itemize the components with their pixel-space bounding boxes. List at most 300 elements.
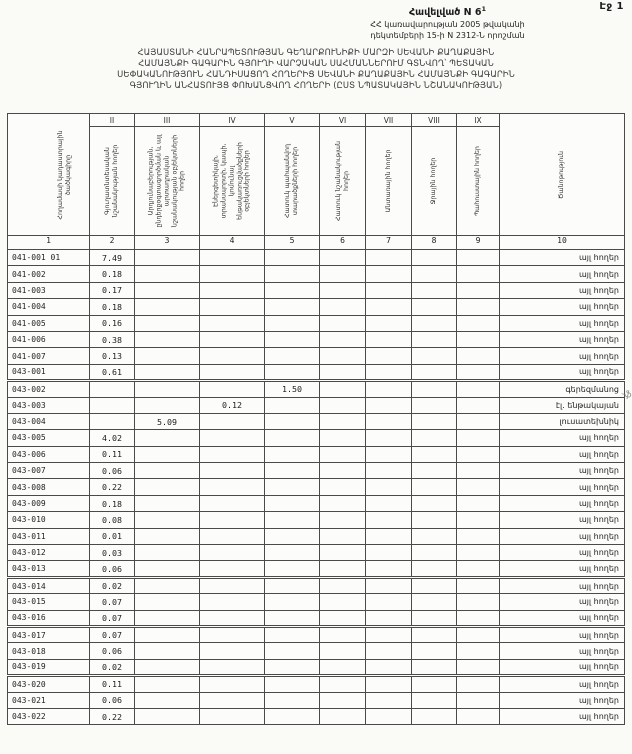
column-roman-numeral: VIII xyxy=(412,114,456,127)
cadastral-code: 043-012 xyxy=(8,545,90,561)
table-row xyxy=(8,659,625,675)
area-value-cell xyxy=(320,626,366,642)
table-row xyxy=(8,495,625,511)
area-value-cell xyxy=(412,315,457,331)
area-value-cell: 0.06 xyxy=(90,692,135,708)
column-number: 4 xyxy=(200,236,265,250)
area-value-cell xyxy=(457,528,500,544)
cadastral-code: 043-004 xyxy=(8,413,90,429)
area-value-cell xyxy=(457,626,500,642)
area-value-cell xyxy=(320,594,366,610)
area-value-cell xyxy=(320,643,366,659)
column-number: 2 xyxy=(90,236,135,250)
area-value-cell xyxy=(320,495,366,511)
table-row xyxy=(8,348,625,364)
note-cell: այլ հողեր xyxy=(500,479,625,495)
area-value-cell xyxy=(265,299,320,315)
area-value-cell xyxy=(90,397,135,413)
area-value-cell xyxy=(135,610,200,626)
area-value-cell xyxy=(265,692,320,708)
area-value-cell xyxy=(320,479,366,495)
area-value-cell xyxy=(200,692,265,708)
area-value-cell xyxy=(135,594,200,610)
area-value-cell xyxy=(366,479,412,495)
title-line-4: ԳՅՈՒՂԻՆ ԱՆՀԱՏՈՒՅՑ ՓՈԽԱՆՑՎՈՂ ՀՈՂԵՐԻ (ԸՍՏ ՆՊԱՏԱԿԱՅԻՆ ՆՇԱՆԱԿՈՒԹՅԱՆ) xyxy=(129,80,503,91)
area-value-cell: 0.07 xyxy=(90,626,135,642)
cadastral-code: 043-002 xyxy=(8,381,90,397)
note-cell: այլ հողեր xyxy=(500,561,625,577)
appendix-superscript: 1 xyxy=(481,5,487,13)
area-value-cell xyxy=(320,512,366,528)
note-cell: այլ հողեր xyxy=(500,430,625,446)
cadastral-code: 043-018 xyxy=(8,643,90,659)
area-value-cell xyxy=(412,692,457,708)
column-number: 9 xyxy=(457,236,500,250)
column-number: 8 xyxy=(412,236,457,250)
column-number: 5 xyxy=(265,236,320,250)
area-value-cell xyxy=(457,430,500,446)
area-value-cell xyxy=(366,528,412,544)
area-value-cell xyxy=(320,659,366,675)
area-value-cell: 0.18 xyxy=(90,266,135,282)
area-value-cell xyxy=(200,381,265,397)
area-value-cell: 0.38 xyxy=(90,331,135,347)
area-value-cell xyxy=(320,676,366,692)
area-value-cell: 0.22 xyxy=(90,708,135,724)
table-row xyxy=(8,692,625,708)
area-value-cell xyxy=(200,708,265,724)
cadastral-code: 043-014 xyxy=(8,577,90,593)
area-value-cell: 0.61 xyxy=(90,364,135,380)
area-value-cell xyxy=(457,413,500,429)
area-value-cell xyxy=(200,528,265,544)
area-value-cell xyxy=(366,430,412,446)
area-value-cell xyxy=(412,528,457,544)
area-value-cell xyxy=(457,381,500,397)
area-value-cell xyxy=(265,545,320,561)
area-value-cell xyxy=(200,266,265,282)
area-value-cell xyxy=(135,512,200,528)
area-value-cell xyxy=(412,512,457,528)
area-value-cell xyxy=(200,446,265,462)
area-value-cell: 5.09 xyxy=(135,413,200,429)
cadastral-code: 043-021 xyxy=(8,692,90,708)
area-value-cell xyxy=(412,430,457,446)
area-value-cell xyxy=(135,626,200,642)
table-row xyxy=(8,594,625,610)
column-title-rotated: Հողամասի կադաստրային ծածկագիրը xyxy=(56,129,72,220)
cadastral-code: 043-001 xyxy=(8,364,90,380)
table-row xyxy=(8,577,625,593)
area-value-cell xyxy=(320,430,366,446)
area-value-cell xyxy=(265,446,320,462)
cadastral-code: 043-020 xyxy=(8,676,90,692)
column-title-rotated: Անտառային հողեր xyxy=(384,149,392,213)
area-value-cell xyxy=(265,626,320,642)
area-value-cell xyxy=(265,315,320,331)
area-value-cell xyxy=(90,381,135,397)
document-title xyxy=(24,47,608,91)
area-value-cell xyxy=(265,364,320,380)
note-cell: այլ հողեր xyxy=(500,512,625,528)
area-value-cell xyxy=(457,594,500,610)
area-value-cell: 0.06 xyxy=(90,463,135,479)
table-row xyxy=(8,610,625,626)
cadastral-code: 043-003 xyxy=(8,397,90,413)
area-value-cell xyxy=(200,364,265,380)
area-value-cell xyxy=(412,479,457,495)
area-value-cell xyxy=(320,463,366,479)
area-value-cell xyxy=(200,643,265,659)
area-value-cell xyxy=(412,397,457,413)
area-value-cell xyxy=(265,331,320,347)
table-row xyxy=(8,463,625,479)
area-value-cell xyxy=(200,250,265,266)
area-value-cell xyxy=(320,692,366,708)
cadastral-code: 043-005 xyxy=(8,430,90,446)
table-row xyxy=(8,512,625,528)
area-value-cell xyxy=(457,577,500,593)
area-value-cell xyxy=(366,577,412,593)
area-value-cell xyxy=(265,643,320,659)
area-value-cell xyxy=(412,299,457,315)
area-value-cell xyxy=(200,545,265,561)
area-value-cell xyxy=(320,282,366,298)
area-value-cell xyxy=(135,463,200,479)
area-value-cell xyxy=(320,561,366,577)
area-value-cell xyxy=(200,299,265,315)
area-value-cell xyxy=(366,692,412,708)
area-value-cell xyxy=(135,545,200,561)
note-cell: այլ հողեր xyxy=(500,348,625,364)
area-value-cell xyxy=(412,331,457,347)
area-value-cell xyxy=(135,266,200,282)
area-value-cell xyxy=(320,331,366,347)
table-row xyxy=(8,446,625,462)
area-value-cell xyxy=(457,397,500,413)
area-value-cell xyxy=(412,594,457,610)
column-roman-numeral: V xyxy=(265,114,319,127)
cadastral-code: 043-015 xyxy=(8,594,90,610)
cadastral-code: 043-009 xyxy=(8,495,90,511)
area-value-cell xyxy=(366,594,412,610)
area-value-cell xyxy=(412,348,457,364)
area-value-cell xyxy=(265,250,320,266)
area-value-cell: 0.02 xyxy=(90,577,135,593)
table-row xyxy=(8,299,625,315)
area-value-cell xyxy=(457,266,500,282)
column-header xyxy=(8,114,90,236)
area-value-cell: 0.11 xyxy=(90,446,135,462)
appendix-title-text: Հավելված N 6 xyxy=(408,7,482,19)
cadastral-code: 043-013 xyxy=(8,561,90,577)
table-row xyxy=(8,528,625,544)
area-value-cell xyxy=(200,495,265,511)
column-roman-numeral: VI xyxy=(320,114,365,127)
area-value-cell xyxy=(366,626,412,642)
column-number: 3 xyxy=(135,236,200,250)
area-value-cell xyxy=(200,512,265,528)
note-cell: այլ հողեր xyxy=(500,315,625,331)
area-value-cell xyxy=(265,282,320,298)
table-row xyxy=(8,545,625,561)
note-cell: այլ հողեր xyxy=(500,331,625,347)
note-cell: այլ հողեր xyxy=(500,708,625,724)
appendix-block xyxy=(330,5,565,42)
area-value-cell xyxy=(457,545,500,561)
area-value-cell xyxy=(135,364,200,380)
page-number: Էջ 1 xyxy=(599,1,624,12)
area-value-cell xyxy=(265,495,320,511)
area-value-cell xyxy=(366,463,412,479)
area-value-cell xyxy=(135,577,200,593)
area-value-cell xyxy=(457,348,500,364)
area-value-cell xyxy=(200,348,265,364)
area-value-cell xyxy=(135,397,200,413)
area-value-cell xyxy=(265,528,320,544)
note-cell: այլ հողեր xyxy=(500,446,625,462)
column-title-rotated: Պահուստային հողեր xyxy=(474,146,482,216)
area-value-cell xyxy=(320,348,366,364)
cadastral-code: 041-001 01 xyxy=(8,250,90,266)
area-value-cell: 0.22 xyxy=(90,479,135,495)
note-cell: այլ հողեր xyxy=(500,250,625,266)
land-table xyxy=(7,113,625,725)
area-value-cell xyxy=(200,676,265,692)
area-value-cell xyxy=(366,561,412,577)
table-row xyxy=(8,676,625,692)
cadastral-code: 043-008 xyxy=(8,479,90,495)
column-title-rotated: Հատուկ պահպանվող տարածքների հողեր xyxy=(284,144,299,218)
area-value-cell xyxy=(135,315,200,331)
area-value-cell xyxy=(135,282,200,298)
area-value-cell xyxy=(366,364,412,380)
area-value-cell xyxy=(265,676,320,692)
column-header xyxy=(90,114,135,236)
area-value-cell: 0.07 xyxy=(90,594,135,610)
table-row xyxy=(8,708,625,724)
note-cell: այլ հողեր xyxy=(500,577,625,593)
area-value-cell xyxy=(366,381,412,397)
note-cell: այլ հողեր xyxy=(500,692,625,708)
area-value-cell xyxy=(457,315,500,331)
table-row xyxy=(8,479,625,495)
table-row xyxy=(8,430,625,446)
area-value-cell xyxy=(265,577,320,593)
area-value-cell xyxy=(366,282,412,298)
area-value-cell xyxy=(200,430,265,446)
area-value-cell: 0.13 xyxy=(90,348,135,364)
note-cell: այլ հողեր xyxy=(500,676,625,692)
area-value-cell: 0.01 xyxy=(90,528,135,544)
area-value-cell xyxy=(366,446,412,462)
area-value-cell xyxy=(366,331,412,347)
note-cell: լուսատեխնիկ xyxy=(500,413,625,429)
column-title-rotated: Արդյունաբերության, ընդերքօգտագործման և այլ արտադրական նշանակության օբյեկտների հողեր xyxy=(147,134,186,228)
note-cell: գերեզմանոց xyxy=(500,381,625,397)
cadastral-code: 043-019 xyxy=(8,659,90,675)
cadastral-code: 043-011 xyxy=(8,528,90,544)
area-value-cell xyxy=(320,708,366,724)
area-value-cell xyxy=(200,413,265,429)
area-value-cell: 0.06 xyxy=(90,561,135,577)
area-value-cell xyxy=(135,250,200,266)
area-value-cell xyxy=(320,364,366,380)
area-value-cell: 7.49 xyxy=(90,250,135,266)
area-value-cell xyxy=(457,446,500,462)
column-number: 7 xyxy=(366,236,412,250)
area-value-cell xyxy=(457,676,500,692)
area-value-cell xyxy=(457,463,500,479)
margin-mark: ֊ֆ xyxy=(619,389,632,401)
area-value-cell: 0.16 xyxy=(90,315,135,331)
area-value-cell xyxy=(135,659,200,675)
area-value-cell xyxy=(366,512,412,528)
area-value-cell xyxy=(457,331,500,347)
area-value-cell xyxy=(320,250,366,266)
area-value-cell: 0.07 xyxy=(90,610,135,626)
cadastral-code: 041-006 xyxy=(8,331,90,347)
area-value-cell: 0.18 xyxy=(90,495,135,511)
table-row xyxy=(8,315,625,331)
area-value-cell xyxy=(412,446,457,462)
area-value-cell xyxy=(366,266,412,282)
column-number: 10 xyxy=(500,236,625,250)
cadastral-code: 043-010 xyxy=(8,512,90,528)
title-line-3: ՍԵՓԱԿԱՆՈՒԹՅՈՒՆ ՀԱՆԴԻՍԱՑՈՂ ՀՈՂԵՐԻՑ ՍԵՎԱՆԻ ՔԱՂԱՔԱՅԻՆ ՀԱՄԱՅՆՔԻ ԳԱԳԱՐԻՆ xyxy=(117,69,515,80)
note-cell: էլ. ենթակայան xyxy=(500,397,625,413)
area-value-cell xyxy=(412,381,457,397)
area-value-cell xyxy=(366,397,412,413)
table-row xyxy=(8,626,625,642)
area-value-cell xyxy=(457,299,500,315)
area-value-cell xyxy=(412,545,457,561)
note-cell: այլ հողեր xyxy=(500,299,625,315)
table-row xyxy=(8,561,625,577)
area-value-cell xyxy=(200,463,265,479)
area-value-cell xyxy=(135,692,200,708)
area-value-cell xyxy=(265,708,320,724)
area-value-cell xyxy=(366,708,412,724)
area-value-cell xyxy=(366,495,412,511)
table-row xyxy=(8,266,625,282)
column-number-row xyxy=(8,236,625,250)
note-cell: այլ հողեր xyxy=(500,495,625,511)
area-value-cell xyxy=(412,250,457,266)
land-table-header xyxy=(8,114,625,250)
table-row xyxy=(8,381,625,397)
area-value-cell xyxy=(200,577,265,593)
area-value-cell xyxy=(457,708,500,724)
area-value-cell xyxy=(265,266,320,282)
area-value-cell xyxy=(366,610,412,626)
table-row xyxy=(8,282,625,298)
area-value-cell xyxy=(366,299,412,315)
area-value-cell xyxy=(366,413,412,429)
area-value-cell xyxy=(412,282,457,298)
area-value-cell xyxy=(265,512,320,528)
column-roman-numeral: VII xyxy=(366,114,411,127)
area-value-cell: 0.12 xyxy=(200,397,265,413)
note-cell: այլ հողեր xyxy=(500,659,625,675)
table-row xyxy=(8,250,625,266)
area-value-cell xyxy=(200,594,265,610)
note-cell: այլ հողեր xyxy=(500,643,625,659)
area-value-cell: 4.02 xyxy=(90,430,135,446)
area-value-cell xyxy=(320,528,366,544)
area-value-cell xyxy=(320,299,366,315)
column-header xyxy=(320,114,366,236)
cadastral-code: 043-016 xyxy=(8,610,90,626)
column-title-rotated: Էներգետիկայի, տրանսպորտի, կապի, կոմունալ ենթակառուցվածքների օբյեկտների հողեր xyxy=(212,142,251,220)
area-value-cell xyxy=(265,430,320,446)
area-value-cell xyxy=(200,626,265,642)
area-value-cell: 1.50 xyxy=(265,381,320,397)
area-value-cell xyxy=(200,479,265,495)
appendix-title xyxy=(330,5,565,18)
area-value-cell xyxy=(200,331,265,347)
cadastral-code: 041-005 xyxy=(8,315,90,331)
area-value-cell xyxy=(412,364,457,380)
land-table-body xyxy=(8,250,625,725)
cadastral-code: 041-007 xyxy=(8,348,90,364)
note-cell: այլ հողեր xyxy=(500,282,625,298)
area-value-cell xyxy=(457,610,500,626)
appendix-decree-line-2: դեկտեմբերի 15-ի N 2312-Ն որոշման xyxy=(370,30,525,40)
note-cell: այլ հողեր xyxy=(500,610,625,626)
area-value-cell xyxy=(412,413,457,429)
area-value-cell xyxy=(366,315,412,331)
cadastral-code: 041-003 xyxy=(8,282,90,298)
area-value-cell xyxy=(90,413,135,429)
note-cell: այլ հողեր xyxy=(500,545,625,561)
area-value-cell xyxy=(412,610,457,626)
area-value-cell xyxy=(265,397,320,413)
area-value-cell xyxy=(265,348,320,364)
area-value-cell xyxy=(200,561,265,577)
area-value-cell xyxy=(320,413,366,429)
area-value-cell xyxy=(366,659,412,675)
area-value-cell xyxy=(135,299,200,315)
area-value-cell xyxy=(200,659,265,675)
area-value-cell xyxy=(412,577,457,593)
note-cell: այլ հողեր xyxy=(500,626,625,642)
area-value-cell xyxy=(457,495,500,511)
area-value-cell xyxy=(412,643,457,659)
area-value-cell xyxy=(265,413,320,429)
area-value-cell xyxy=(320,545,366,561)
area-value-cell xyxy=(412,561,457,577)
area-value-cell xyxy=(457,364,500,380)
area-value-cell: 0.06 xyxy=(90,643,135,659)
area-value-cell xyxy=(200,610,265,626)
area-value-cell: 0.08 xyxy=(90,512,135,528)
area-value-cell xyxy=(265,463,320,479)
cadastral-code: 043-006 xyxy=(8,446,90,462)
area-value-cell xyxy=(265,561,320,577)
area-value-cell xyxy=(412,463,457,479)
area-value-cell xyxy=(457,282,500,298)
area-value-cell xyxy=(135,348,200,364)
table-row xyxy=(8,643,625,659)
column-roman-numeral: IV xyxy=(200,114,264,127)
column-header xyxy=(457,114,500,236)
area-value-cell xyxy=(200,282,265,298)
area-value-cell xyxy=(265,610,320,626)
area-value-cell xyxy=(320,397,366,413)
column-roman-numeral: IX xyxy=(457,114,499,127)
area-value-cell xyxy=(320,610,366,626)
